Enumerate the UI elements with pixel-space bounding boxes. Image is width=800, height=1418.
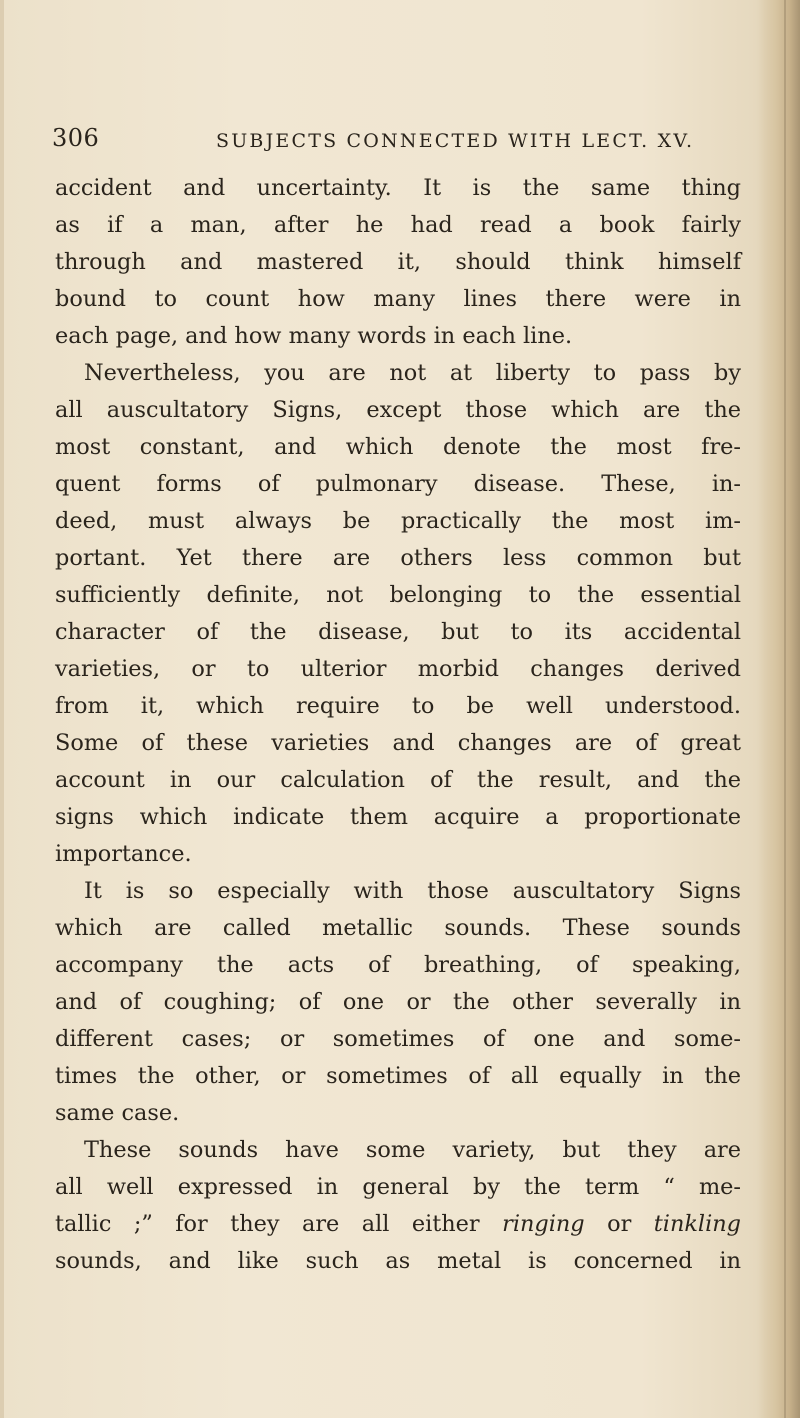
body-text — [55, 170, 741, 1280]
text-line: sufficiently definite, not belonging to the essential — [55, 582, 741, 608]
italic-word: tinkling — [653, 1211, 742, 1237]
text-line: and of coughing; of one or the other severally in — [55, 989, 741, 1015]
text-line: varieties, or to ulterior morbid changes derived — [55, 656, 741, 682]
text-line: quent forms of pulmonary disease. These, in- — [55, 471, 741, 497]
text-line: all well expressed in general by the term “ me- — [55, 1174, 741, 1200]
text-line-segment: or — [607, 1211, 632, 1237]
text-line: accident and uncertainty. It is the same thing — [55, 175, 741, 201]
text-line: character of the disease, but to its accidental — [55, 619, 741, 645]
italic-word: ringing — [502, 1211, 585, 1237]
text-line: signs which indicate them acquire a proportionate — [55, 804, 741, 830]
text-line: same case. — [55, 1100, 180, 1126]
text-line: from it, which require to be well understood. — [55, 693, 741, 719]
text-line: different cases; or sometimes of one and some- — [55, 1026, 741, 1052]
text-line: which are called metallic sounds. These sounds — [55, 915, 741, 941]
page-header — [0, 124, 800, 164]
page-fore-edge — [758, 0, 800, 1418]
text-line: bound to count how many lines there were in — [55, 286, 741, 312]
text-line: times the other, or sometimes of all equally in the — [55, 1063, 741, 1089]
text-line-segment: tallic ;” for they are all either — [55, 1211, 480, 1237]
running-head: SUBJECTS CONNECTED WITH LECT. XV. — [216, 130, 695, 152]
text-line: through and mastered it, should think himself — [55, 249, 741, 275]
text-line: importance. — [55, 841, 192, 867]
text-line: accompany the acts of breathing, of speaking, — [55, 952, 741, 978]
text-line: Nevertheless, you are not at liberty to pass by — [84, 360, 741, 386]
text-line: sounds, and like such as metal is concerned in — [55, 1248, 741, 1274]
text-line: It is so especially with those auscultatory Signs — [84, 878, 741, 904]
text-line: most constant, and which denote the most fre- — [55, 434, 741, 460]
page-edge-line — [784, 0, 786, 1418]
text-line: These sounds have some variety, but they are — [84, 1137, 741, 1163]
page-number: 306 — [52, 124, 100, 152]
text-line: all auscultatory Signs, except those which are the — [55, 397, 741, 423]
text-line: deed, must always be practically the most im- — [55, 508, 741, 534]
text-line: account in our calculation of the result, and the — [55, 767, 741, 793]
text-line: as if a man, after he had read a book fairly — [55, 212, 741, 238]
text-line: portant. Yet there are others less common but — [55, 545, 741, 571]
page-gutter-edge — [0, 0, 4, 1418]
text-line — [55, 1206, 741, 1243]
text-line: each page, and how many words in each line. — [55, 323, 573, 349]
text-line: Some of these varieties and changes are of great — [55, 730, 741, 756]
